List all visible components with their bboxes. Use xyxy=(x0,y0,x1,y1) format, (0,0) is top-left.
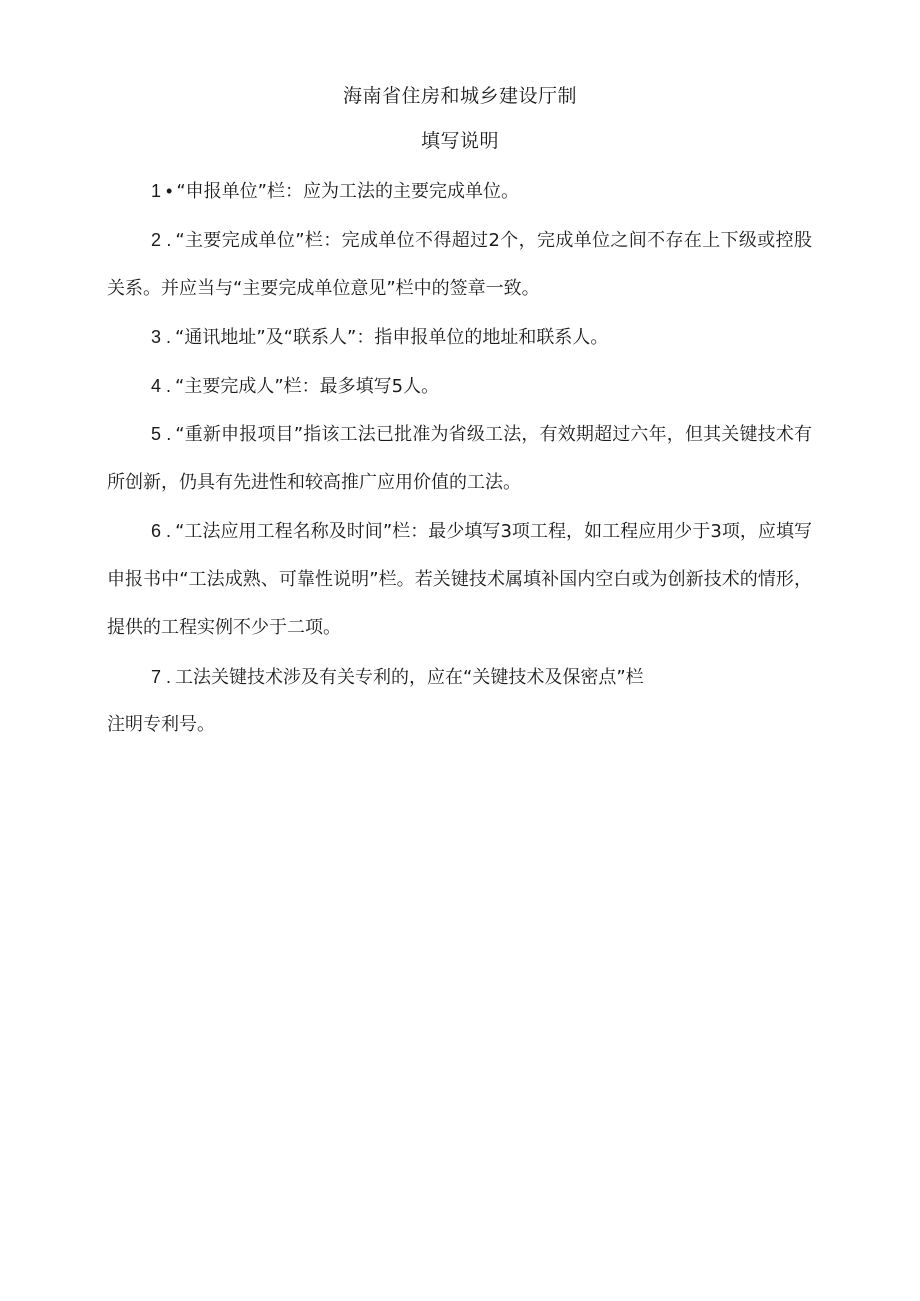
instruction-item-1 xyxy=(107,167,812,216)
instruction-item-6 xyxy=(107,507,812,652)
item-text: “主要完成人”栏：最多填写5人。 xyxy=(175,376,440,397)
item-number: 4 . xyxy=(151,376,172,396)
item-text: “主要完成单位”栏：完成单位不得超过2个，完成单位之间不存在上下级或控股关系。并应当与“主要完成单位意见”栏中的签章一致。 xyxy=(107,230,812,299)
instruction-item-7-continuation: 注明专利号。 xyxy=(107,714,215,735)
item-text: “工法应用工程名称及时间”栏：最少填写3项工程，如工程应用少于3项，应填写申报书中“工法成熟、可靠性说明”栏。若关键技术属填补国内空白或为创新技术的情形，提供的工程实例不少于二项。 xyxy=(107,521,812,638)
item-number: 5 . xyxy=(151,424,172,444)
instruction-item-3 xyxy=(107,313,812,362)
item-text: “通讯地址”及“联系人”：指申报单位的地址和联系人。 xyxy=(175,327,609,348)
item-number: 2 . xyxy=(151,230,172,250)
item-text: 工法关键技术涉及有关专利的，应在“关键技术及保密点”栏 xyxy=(175,667,644,688)
item-text: “重新申报项目”指该工法已批准为省级工法，有效期超过六年，但其关键技术有所创新，仍具有先进性和较高推广应用价值的工法。 xyxy=(107,424,813,493)
issuer-line: 海南省住房和城乡建设厅制 xyxy=(342,85,577,107)
item-number: 1 • xyxy=(151,181,173,201)
instruction-item-4 xyxy=(107,362,812,411)
item-number: 6 . xyxy=(151,521,172,541)
item-text: “申报单位”栏：应为工法的主要完成单位。 xyxy=(176,181,519,202)
instruction-item-7 xyxy=(107,653,812,702)
page-title: 填写说明 xyxy=(420,130,499,152)
instruction-item-2 xyxy=(107,216,812,313)
instruction-item-5 xyxy=(107,410,812,507)
item-number: 7 . xyxy=(151,667,172,687)
item-number: 3 . xyxy=(151,327,172,347)
